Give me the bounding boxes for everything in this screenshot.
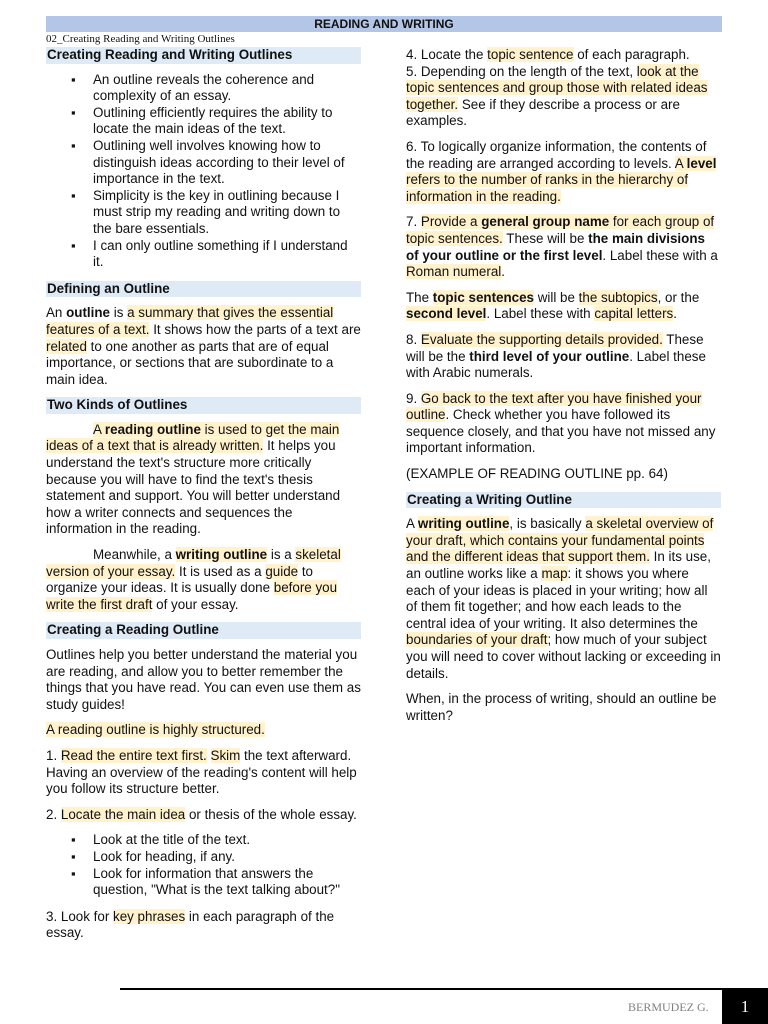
step-3: 3. Look for key phrases in each paragraph of the essay. [46, 908, 335, 941]
step-2: 2. Locate the main idea or thesis of the whole essay. [46, 806, 357, 822]
step-4: 4. Locate the topic sentence of each paragraph. [406, 47, 690, 62]
document-title: READING AND WRITING [46, 16, 722, 32]
list-item: ▪ Outlining efficiently requires the ability to locate the main ideas of the text. [93, 105, 361, 138]
definition-paragraph: An outline is a summary that gives the essential features of a text. It shows how the parts of a text are related to one another as parts that are of equal importance, or sections that are subordinate to a main idea. [46, 305, 361, 387]
example-reference: (EXAMPLE OF READING OUTLINE pp. 64) [406, 466, 668, 482]
intro-paragraph: Outlines help you better understand the material you are reading, and allow you to better remember the things that you have read. You can even use them as study guides! [46, 647, 361, 712]
list-item: ▪ I can only outline something if I understand it. [93, 238, 361, 271]
right-column [406, 47, 721, 733]
section-heading-defining-outline: Defining an Outline [46, 281, 361, 298]
writing-outline-paragraph: Meanwhile, a writing outline is a skeletal version of your essay. It is used as a guide to organize your ideas. It is usually done before you write the first draft of your essay. [46, 547, 341, 612]
steps-4-5 [406, 47, 721, 130]
reading-outline-paragraph: A reading outline is used to get the main ideas of a text that is already written. It helps you understand the text's structure more critically because you will have to find the text's thesis statement and support. You will better understand how a writer connects and sequences the information in the reading. [46, 421, 341, 537]
list-item: ▪ Look for heading, if any. [93, 849, 361, 866]
step-6: 6. To logically organize information, the contents of the reading are arranged according to levels. A level refers to the number of ranks in the hierarchy of information in the reading. [406, 138, 717, 204]
list-item: ▪ Outlining well involves knowing how to distinguish ideas according to their level of importance in the text. [93, 138, 361, 188]
writing-outline-definition: A writing outline, is basically a skeletal overview of your draft, which contains your fundamental points and the different ideas that support them. In its use, an outline works like a map: it shows you where each of your ideas is placed in your writing; how all of them fit together; and how each leads to the central idea of your writing. It also determines the boundaries of your draft; how much of your subject you will need to cover without lacking or exceeding in details. [406, 516, 721, 681]
footer-rule [120, 988, 768, 990]
list-item: ▪ An outline reveals the coherence and complexity of an essay. [93, 72, 361, 105]
document-subtitle: 02_Creating Reading and Writing Outlines [46, 33, 235, 45]
left-column [46, 47, 361, 951]
page-number: 1 [722, 990, 768, 1024]
outline-facts-list [46, 72, 361, 271]
section-heading-creating-outlines: Creating Reading and Writing Outlines [46, 47, 361, 64]
structured-note: A reading outline is highly structured. [46, 722, 265, 738]
closing-question: When, in the process of writing, should an outline be written? [406, 691, 717, 723]
step-7: 7. Provide a general group name for each group of topic sentences. These will be the main divisions of your outline or the first level. Label these with a Roman numeral. [406, 214, 718, 280]
main-idea-tips-list [46, 832, 361, 898]
list-item: ▪ Look for information that answers the question, "What is the text talking about?" [93, 866, 361, 899]
step-5: 5. Depending on the length of the text, look at the topic sentences and group those with related ideas together. See if they describe a process or are examples. [406, 63, 708, 129]
footer-author: BERMUDEZ G. [628, 1000, 709, 1014]
topic-sentences-paragraph: The topic sentences will be the subtopics, or the second level. Label these with capital letters. [406, 289, 700, 322]
list-item: ▪ Look at the title of the text. [93, 832, 361, 849]
section-heading-two-kinds: Two Kinds of Outlines [46, 397, 361, 414]
step-8: 8. Evaluate the supporting details provided. These will be the third level of your outline. Label these with Arabic numerals. [406, 331, 706, 381]
step-9: 9. Go back to the text after you have finished your outline. Check whether you have followed its sequence closely, and that you have not missed any important information. [406, 390, 716, 456]
step-1: 1. Read the entire text first. Skim the text afterward. Having an overview of the reading's content will help you follow its structure better. [46, 747, 357, 797]
section-heading-reading-outline: Creating a Reading Outline [46, 622, 361, 639]
list-item: ▪ Simplicity is the key in outlining because I must strip my reading and writing down to the bare essentials. [93, 188, 361, 238]
section-heading-writing-outline: Creating a Writing Outline [406, 492, 721, 509]
